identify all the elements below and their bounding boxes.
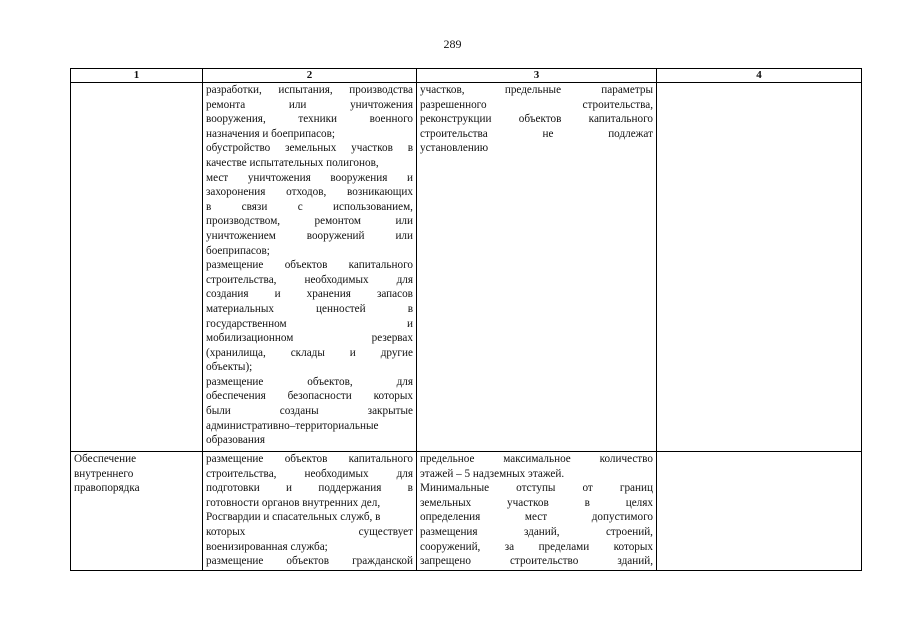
text-line xyxy=(206,287,413,302)
text-word: или xyxy=(395,215,413,228)
table-row xyxy=(71,83,862,452)
text-word: максимальное xyxy=(503,453,571,465)
text-word: административно–территориальные xyxy=(206,419,379,432)
text-word: Минимальные xyxy=(420,482,490,495)
text-word: государственном xyxy=(206,317,287,330)
text-word: военизированная служба; xyxy=(206,540,328,553)
text-word: с xyxy=(297,200,303,213)
text-line xyxy=(206,510,413,525)
text-word: образования xyxy=(206,434,266,447)
text-line xyxy=(420,481,653,496)
text-word: вооружения xyxy=(330,171,388,184)
text-word: которых xyxy=(613,540,653,553)
text-word: уничтожения xyxy=(247,171,311,184)
text-word: которых xyxy=(373,390,413,403)
text-line xyxy=(420,467,653,482)
cell-notes xyxy=(657,452,862,571)
text-word: зданий, xyxy=(617,555,653,568)
text-word: в xyxy=(407,142,413,155)
text-line xyxy=(420,141,653,156)
text-word: не xyxy=(542,127,554,140)
text-word: готовности органов внутренних дел, xyxy=(206,496,381,509)
text-line xyxy=(206,171,413,186)
text-line xyxy=(206,83,413,98)
text-word: склады xyxy=(290,346,325,359)
text-word: отходов, xyxy=(286,186,327,199)
text-word: в xyxy=(407,482,413,495)
text-word: ремонтом xyxy=(314,215,361,228)
text-word: земельных xyxy=(420,496,472,509)
text-word: строительства, xyxy=(206,467,277,480)
text-word: Обеспечение xyxy=(74,453,137,465)
text-word: уничтожения xyxy=(350,98,413,111)
header-cell: 2 xyxy=(203,69,417,83)
text-word: запасов xyxy=(376,288,413,301)
cell-land-use-type xyxy=(71,83,203,452)
text-word: вооружения, xyxy=(206,113,266,126)
text-word: хранения xyxy=(306,288,351,301)
text-word: этажей – 5 надземных этажей. xyxy=(420,467,565,480)
text-word: земельных xyxy=(285,142,337,155)
text-word: и xyxy=(349,346,356,359)
text-word: объектов xyxy=(284,453,328,465)
text-line xyxy=(206,346,413,361)
text-word: обеспечения xyxy=(206,390,266,403)
text-line xyxy=(74,481,199,496)
cell-parameters xyxy=(417,83,657,452)
text-word: захоронения xyxy=(206,186,266,199)
header-cell: 3 xyxy=(417,69,657,83)
text-word: техники xyxy=(298,113,338,126)
text-line xyxy=(206,360,413,375)
text-line xyxy=(206,331,413,346)
text-word: безопасности xyxy=(287,390,352,403)
text-word: (хранилища, xyxy=(206,346,266,359)
text-word: отступы xyxy=(516,482,556,495)
cell-permitted-uses xyxy=(203,83,417,452)
text-word: участков xyxy=(507,496,549,509)
text-word: для xyxy=(396,375,413,388)
text-word: размещение xyxy=(206,453,264,465)
text-word: испытания, xyxy=(278,84,333,96)
text-word: участков xyxy=(351,142,393,155)
text-word: строительства, xyxy=(582,98,653,111)
text-word: строительство xyxy=(509,555,579,568)
text-word: подлежат xyxy=(608,127,653,140)
text-word: допустимого xyxy=(591,511,653,524)
header-cell: 4 xyxy=(657,69,862,83)
text-word: размещение xyxy=(206,259,264,272)
text-word: определения xyxy=(420,511,481,524)
text-word: назначения и боеприпасов; xyxy=(206,127,336,140)
zoning-table xyxy=(70,68,862,571)
text-line xyxy=(420,83,653,98)
text-word: предельные xyxy=(504,84,562,96)
text-word: мест xyxy=(206,171,229,184)
text-word: возникающих xyxy=(347,186,413,199)
text-word: или xyxy=(288,98,307,111)
text-line xyxy=(206,433,413,448)
text-word: реконструкции xyxy=(420,113,492,126)
text-word: в xyxy=(407,302,413,315)
text-word: резервах xyxy=(371,332,413,345)
text-word: в xyxy=(206,200,212,213)
text-line xyxy=(206,419,413,434)
text-word: поддержания xyxy=(318,482,382,495)
text-line xyxy=(206,273,413,288)
text-word: необходимых xyxy=(304,273,369,286)
text-line xyxy=(206,496,413,511)
text-word: капитального xyxy=(348,259,413,272)
text-word: для xyxy=(396,273,413,286)
text-word: строений, xyxy=(605,525,653,538)
text-word: объектов xyxy=(284,259,328,272)
text-word: запрещено xyxy=(420,555,471,568)
text-word: и xyxy=(274,288,281,301)
text-word: гражданской xyxy=(352,555,413,568)
text-line xyxy=(206,389,413,404)
text-line xyxy=(206,404,413,419)
text-line xyxy=(206,141,413,156)
text-word: существует xyxy=(358,525,413,538)
text-word: боеприпасов; xyxy=(206,244,270,257)
text-word: для xyxy=(396,467,413,480)
text-word: объектов, xyxy=(307,375,353,388)
text-line xyxy=(206,229,413,244)
text-word: пределами xyxy=(538,540,590,553)
cell-parameters xyxy=(417,452,657,571)
text-word: использованием, xyxy=(333,200,413,213)
text-line xyxy=(206,127,413,142)
text-word: внутреннего xyxy=(74,467,134,480)
text-word: созданы xyxy=(279,405,319,418)
text-word: от xyxy=(582,482,593,495)
text-word: ремонта xyxy=(206,98,246,111)
text-word: необходимых xyxy=(304,467,369,480)
text-line xyxy=(74,467,199,482)
text-line xyxy=(206,317,413,332)
text-word: производством, xyxy=(206,215,281,228)
text-word: производства xyxy=(349,84,413,96)
text-word: предельное xyxy=(420,453,475,465)
text-line xyxy=(420,554,653,569)
text-word: объектов xyxy=(286,555,330,568)
page-number: 289 xyxy=(443,37,462,51)
text-line xyxy=(206,452,413,467)
text-line xyxy=(206,554,413,569)
text-line xyxy=(206,156,413,171)
text-word: за xyxy=(504,540,515,553)
text-word: в xyxy=(584,496,590,509)
text-word: которых xyxy=(206,525,246,538)
text-line xyxy=(74,452,199,467)
text-word: связи xyxy=(241,200,268,213)
text-line xyxy=(206,258,413,273)
text-word: строительства, xyxy=(206,273,277,286)
text-word: размещение xyxy=(206,375,264,388)
text-line xyxy=(420,496,653,511)
text-word: размещение xyxy=(206,555,264,568)
text-line xyxy=(420,452,653,467)
text-word: правопорядка xyxy=(74,482,140,495)
text-word: количество xyxy=(599,453,653,465)
cell-land-use-type xyxy=(71,452,203,571)
text-line xyxy=(420,525,653,540)
text-word: и xyxy=(406,171,413,184)
text-word: или xyxy=(395,229,413,242)
text-word: объектов xyxy=(518,113,562,126)
text-word: капитального xyxy=(348,453,413,465)
text-line xyxy=(206,375,413,390)
text-word: уничтожением xyxy=(206,229,276,242)
text-word: капитального xyxy=(588,113,653,126)
text-line xyxy=(206,112,413,127)
text-line xyxy=(206,467,413,482)
text-word: качестве испытательных полигонов, xyxy=(206,156,379,169)
text-line xyxy=(206,302,413,317)
text-word: объекты); xyxy=(206,361,253,374)
text-word: разрешенного xyxy=(420,98,487,111)
text-line xyxy=(420,112,653,127)
text-line xyxy=(420,127,653,142)
header-row xyxy=(71,69,862,83)
table-row xyxy=(71,452,862,571)
header-cell: 1 xyxy=(71,69,203,83)
text-word: установлению xyxy=(420,142,489,155)
text-line xyxy=(206,214,413,229)
text-word: параметры xyxy=(601,84,653,96)
text-word: мест xyxy=(524,511,548,524)
text-word: подготовки xyxy=(206,482,260,495)
text-line xyxy=(206,185,413,200)
text-word: целях xyxy=(625,496,653,509)
text-line xyxy=(206,98,413,113)
text-word: закрытые xyxy=(367,405,413,418)
text-line xyxy=(206,525,413,540)
text-word: зданий, xyxy=(523,525,560,538)
text-word: размещения xyxy=(420,525,478,538)
text-word: ценностей xyxy=(316,302,366,315)
text-line xyxy=(206,481,413,496)
text-word: обустройство xyxy=(206,142,271,155)
text-word: строительства xyxy=(420,127,488,140)
text-word: сооружений, xyxy=(420,540,481,553)
text-line xyxy=(206,540,413,555)
text-word: вооружений xyxy=(306,229,365,242)
text-line xyxy=(420,98,653,113)
text-word: и xyxy=(286,482,293,495)
cell-permitted-uses xyxy=(203,452,417,571)
text-word: мобилизационном xyxy=(206,332,294,345)
text-word: границ xyxy=(619,482,653,495)
text-word: другие xyxy=(380,346,413,359)
text-word: были xyxy=(206,405,231,418)
text-line xyxy=(206,200,413,215)
text-word: и xyxy=(407,317,413,330)
text-word: военного xyxy=(369,113,413,126)
text-word: разработки, xyxy=(206,84,262,96)
text-word: создания xyxy=(206,288,249,301)
text-word: материальных xyxy=(206,302,274,315)
cell-notes xyxy=(657,83,862,452)
text-line xyxy=(420,540,653,555)
text-line xyxy=(420,510,653,525)
text-line xyxy=(206,244,413,259)
text-word: участков, xyxy=(420,84,465,96)
text-word: Росгвардии и спасательных служб, в xyxy=(206,511,381,524)
